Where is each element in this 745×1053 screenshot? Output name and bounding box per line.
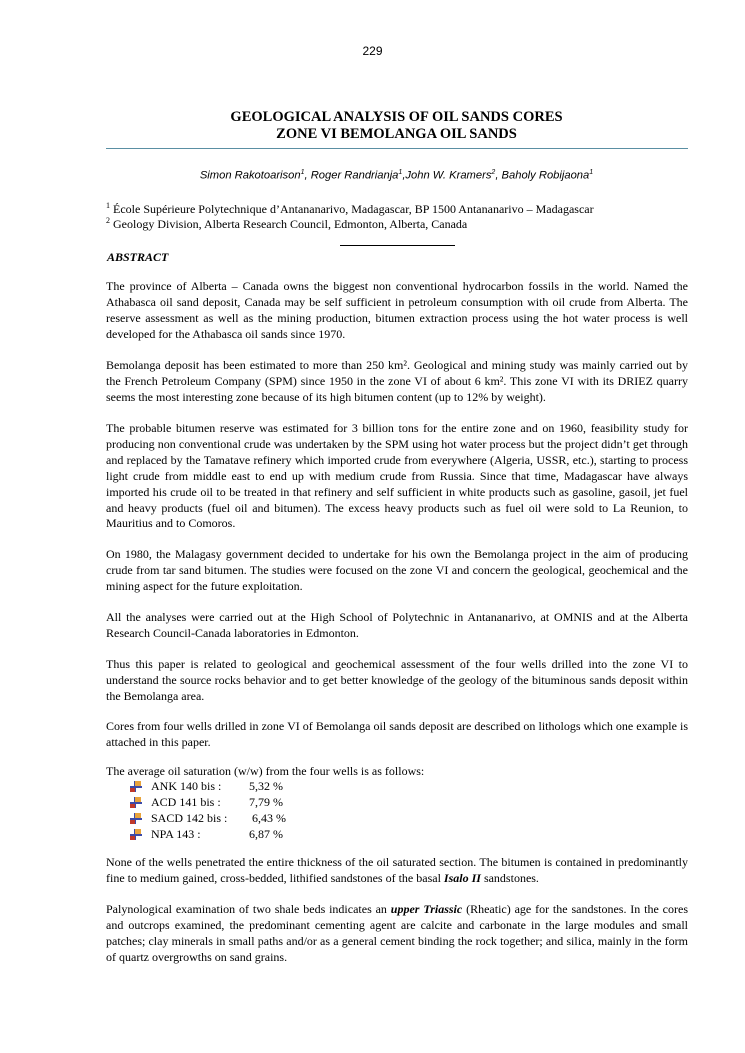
author-name: Simon Rakotoarison xyxy=(199,169,301,182)
paragraph-alberta: The province of Alberta – Canada owns the biggest non conventional hydrocarbon fossils in the world. Named the Athabasca oil sand deposit, Canada may be self sufficient in petroleum consumption with oil crude from Alberta. The reserve assessment as well as the mining production, bitumen extraction process using the hot water process is well developed for the Athabasca oil sands since 1970. xyxy=(106,279,688,341)
affiliation-1-text: École Supérieure Polytechnique d’Antananarivo, Madagascar, BP 1500 Antananarivo – Madagascar xyxy=(113,202,594,216)
wells-text-after: sandstones. xyxy=(480,870,539,885)
title-line-2: ZONE VI BEMOLANGA OIL SANDS xyxy=(276,126,517,142)
well-saturation: 7,79 % xyxy=(249,794,283,809)
paragraph-bemolanga-deposit: Bemolanga deposit has been estimated to more than 250 km². Geological and mining study was mainly carried out by the French Petroleum Company (SPM) since 1950 in the zone VI of about 6 km². This zone VI with its DRIEZ quarry seems the most interesting zone because of its high bitumen content (up to 12% by weight). xyxy=(106,358,688,404)
list-item xyxy=(130,811,286,827)
affiliation-2-sup: 2 xyxy=(106,216,110,225)
affiliation-2-text: Geology Division, Alberta Research Council, Edmonton, Alberta, Canada xyxy=(113,217,468,231)
author-affiliation-sup: 1 xyxy=(300,169,305,176)
paragraph-malagasy-government: On 1980, the Malagasy government decided to undertake for his own the Bemolanga project in the aim of producing crude from tar sand bitumen. The studies were focused on the zone VI and concern the geological, geochemical and the mining aspect for the future exploitation. xyxy=(106,547,688,593)
author-affiliation-sup: 1 xyxy=(589,169,594,176)
affiliation-2 xyxy=(106,213,467,232)
palyno-emphasis: upper Triassic xyxy=(390,902,463,916)
list-item xyxy=(130,795,286,811)
bullet-icon xyxy=(130,829,142,840)
bullet-icon xyxy=(130,797,142,808)
saturation-intro: The average oil saturation (w/w) from the four wells is as follows: xyxy=(106,764,425,778)
well-name: SACD 142 bis : xyxy=(151,810,228,825)
paragraph-cores: Cores from four wells drilled in zone VI of Bemolanga oil sands deposit are described on lithologs which one example is attached in this paper. xyxy=(106,719,688,749)
author-name: Baholy Robijaona xyxy=(501,169,590,182)
author-affiliation-sup: 1 xyxy=(398,169,403,176)
bullet-icon xyxy=(130,781,142,792)
title-line-1: GEOLOGICAL ANALYSIS OF OIL SANDS CORES xyxy=(230,109,563,125)
abstract-heading: ABSTRACT xyxy=(107,250,169,264)
well-saturation: 5,32 % xyxy=(249,779,283,793)
affiliation-1-sup: 1 xyxy=(106,201,110,210)
list-item xyxy=(130,779,286,795)
title-rule xyxy=(106,148,688,149)
wells-text-before: None of the wells penetrated the entire thickness of the oil saturated section. The bitumen is contained in predominantly fine to medium gained, cross-bedded, lithified sandstones of the basal xyxy=(106,855,688,885)
list-item xyxy=(130,827,286,843)
palyno-text-after: (Rheatic) age for the sandstones. In the cores and outcrops examined, the predominant cementing agent are calcite and carbonate in the large modules and small patches; clay minerals in small paths and/or as a general cement binding the rock together; and silica, mainly in the form of quartz overgrowths on sand grains. xyxy=(106,902,688,964)
well-saturation: 6,87 % xyxy=(249,826,283,841)
author-affiliation-sup: 2 xyxy=(491,169,496,176)
well-name: NPA 143 : xyxy=(151,826,201,841)
well-name: ANK 140 bis : xyxy=(151,779,222,793)
author-list: Simon Rakotoarison$^1$, Roger Randrianja$^1$,John W. Kramers$^2$, Baholy Robijaona$^1$ xyxy=(199,169,594,182)
paragraph-analyses: All the analyses were carried out at the High School of Polytechnic in Antananarivo, at OMNIS and at the Alberta Research Council-Canada laboratories in Edmonton. xyxy=(106,610,688,640)
bullet-icon xyxy=(130,813,142,824)
author-name: Roger Randrianja xyxy=(310,169,399,182)
well-name: ACD 141 bis : xyxy=(151,794,221,809)
paragraph-bitumen-reserve: The probable bitumen reserve was estimated for 3 billion tons for the entire zone and on 1960, feasibility study for producing non conventional crude was undertaken by the SPM using hot water process but the project didn’t get through and replaced by the Tamatave refinery which imported crude from everywhere (Algeria, USSR, etc.), starting to process light crude from middle east to end up with medium crude from Russia. Since that time, Madagascar have always imported his crude oil to be treated in that refinery and self sufficient in white products such as gasoline, gasoil, jet fuel and heavy products (fuel oil and bitumen). The excess heavy products such as fuel oil were sold to La Reunion, to Mauritius and to Comoros. xyxy=(106,421,688,531)
well-saturation: 6,43 % xyxy=(249,810,286,825)
wells-emphasis: Isalo II xyxy=(443,870,481,885)
separator-rule xyxy=(340,245,455,246)
paragraph-wells xyxy=(106,855,688,887)
palyno-text-before: Palynological examination of two shale beds indicates an xyxy=(106,902,391,916)
paper-title xyxy=(100,109,693,143)
saturation-list xyxy=(130,779,286,843)
paragraph-assessment: Thus this paper is related to geological and geochemical assessment of the four wells drilled into the zone VI to understand the source rocks behavior and to get better knowledge of the geology of the bituminous sands deposit within the Bemolanga area. xyxy=(106,657,688,703)
page-number: 229 xyxy=(362,44,383,58)
author-name: John W. Kramers xyxy=(405,169,492,182)
paragraph-palynology xyxy=(106,902,688,966)
